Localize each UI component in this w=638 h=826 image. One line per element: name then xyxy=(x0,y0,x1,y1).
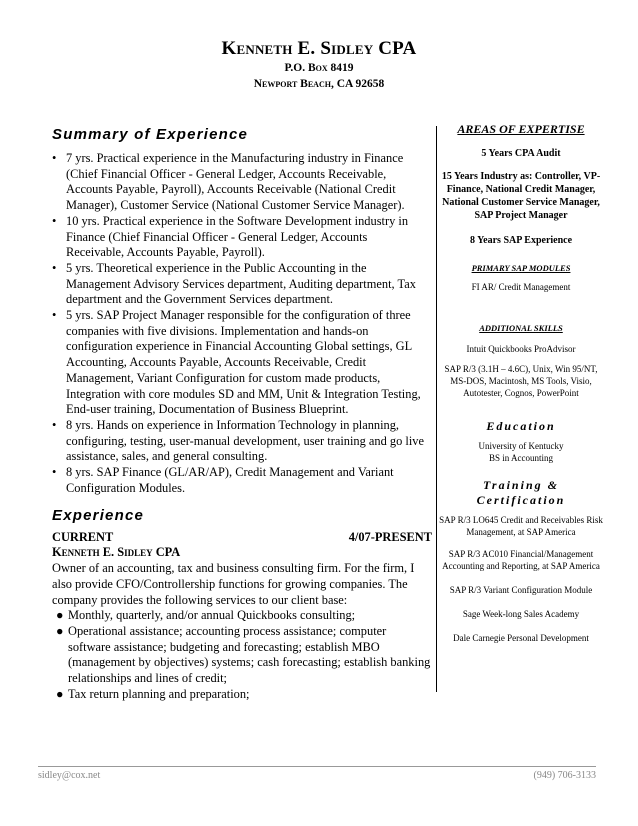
company-description: Owner of an accounting, tax and business consulting firm. For the firm, I also provide CFO/Controllership functions for growing companies. The company provides the following services to our client base: xyxy=(52,561,415,607)
primary-modules-text: FI AR/ Credit Management xyxy=(471,282,571,292)
resume-header xyxy=(0,38,638,92)
experience-section xyxy=(52,508,432,702)
education-title: Education xyxy=(486,419,556,433)
position-label: CURRENT xyxy=(52,529,114,544)
address-line-2: Newport Beach, CA 92658 xyxy=(253,78,385,90)
training-title-1: Training & xyxy=(483,478,559,492)
service-item: ● Tax return planning and preparation; xyxy=(56,686,250,701)
training-item: SAP R/3 LO645 Credit and Receivables Risk Management, at SAP America xyxy=(439,515,603,537)
bullet-icon: • xyxy=(52,213,57,228)
training-item: Dale Carnegie Personal Development xyxy=(453,633,589,643)
training-item: SAP R/3 AC010 Financial/Management Accounting and Reporting, at SAP America xyxy=(442,549,600,571)
areas-title: AREAS OF EXPERTISE xyxy=(457,122,585,136)
sap-years: 8 Years SAP Experience xyxy=(469,235,573,246)
training-title-2: Certification xyxy=(476,493,566,507)
summary-section xyxy=(52,126,424,496)
additional-skill-1: Intuit Quickbooks ProAdvisor xyxy=(466,344,576,354)
summary-item: • 8 yrs. Hands on experience in Information Technology in planning, configuring, testing, user-manual development, user training and go live assistance, sales, and general consulting. xyxy=(52,417,424,464)
bullet-icon: • xyxy=(52,151,57,165)
summary-list xyxy=(52,151,424,496)
bullet-icon: • xyxy=(52,308,57,323)
candidate-name: Kenneth E. Sidley CPA xyxy=(221,38,417,59)
bullet-icon: • xyxy=(52,417,57,432)
additional-skills-title: ADDITIONAL SKILLS xyxy=(479,323,563,333)
page-footer xyxy=(38,766,596,781)
bullet-icon: • xyxy=(52,260,57,275)
education-school: University of Kentucky xyxy=(478,441,564,451)
service-item: ● Monthly, quarterly, and/or annual Quickbooks consulting; xyxy=(56,608,356,623)
additional-skill-2: SAP R/3 (3.1H – 4.6C), Unix, Win 95/NT, MS-DOS, Macintosh, MS Tools, Visio, Autotester, Cognos, PowerPoint xyxy=(444,364,598,398)
summary-item: • 5 yrs. Theoretical experience in the Public Accounting in the Management Advisory Services department, Auditing department, Tax department and the Government Services department. xyxy=(52,260,416,307)
service-item: ● Operational assistance; accounting process assistance; computer software assistance; budgeting and forecasting; establish MBO (management by objectives) systems; cash forecasting; establish banking relationships and lines of credit; xyxy=(56,623,431,686)
training-item: Sage Week-long Sales Academy xyxy=(462,609,580,619)
education-degree: BS in Accounting xyxy=(488,453,553,463)
summary-item: • 10 yrs. Practical experience in the Software Development industry in Finance (Chief Financial Officer - General Ledger, Accounts Receivable, Accounts Payable, Payroll). xyxy=(52,213,409,260)
primary-modules-title: PRIMARY SAP MODULES xyxy=(471,263,571,273)
position-dates: 4/07-PRESENT xyxy=(348,529,432,544)
bullet-icon: ● xyxy=(56,608,64,623)
bullet-icon: ● xyxy=(56,686,64,701)
bullet-icon: ● xyxy=(56,623,64,638)
audit-years: 5 Years CPA Audit xyxy=(481,148,561,159)
experience-title: Experience xyxy=(52,507,145,524)
training-item: SAP R/3 Variant Configuration Module xyxy=(449,585,593,595)
industry-years: 15 Years Industry as: Controller, VP-Finance, National Credit Manager, National Customer Service Manager, SAP Project Manager xyxy=(441,171,601,221)
footer-email[interactable]: sidley@cox.net xyxy=(38,770,101,781)
summary-item: • 7 yrs. Practical experience in the Manufacturing industry in Finance (Chief Financial Officer - General Ledger, Accounts Receivable, Accounts Payable, Payroll), Accounts Receivable (National Credit Manager), Customer Service (National Customer Service Manager). xyxy=(52,151,405,213)
bullet-icon: • xyxy=(52,465,57,480)
sidebar xyxy=(437,122,605,644)
position-row xyxy=(52,530,432,546)
address-line-1: P.O. Box 8419 xyxy=(284,62,354,74)
summary-item: • 8 yrs. SAP Finance (GL/AR/AP), Credit Management and Variant Configuration Modules. xyxy=(52,465,394,495)
company-name: Kenneth E. Sidley CPA xyxy=(52,545,181,560)
services-list xyxy=(52,608,432,702)
footer-phone: (949) 706-3133 xyxy=(533,770,596,781)
summary-item: • 5 yrs. SAP Project Manager responsible for the configuration of three companies with five divisions. Implementation and hands-on configuration experience in Financial Accounting Global settings, GL Accounting, Accounts Payable, Accounts Receivable, Credit Management, Variant Configuration for custom made products, Integration with core modules SD and MM, Unit & Integration Testing, End-user training, Documentation of Business Blueprint. xyxy=(52,308,421,417)
summary-title: Summary of Experience xyxy=(52,126,249,143)
